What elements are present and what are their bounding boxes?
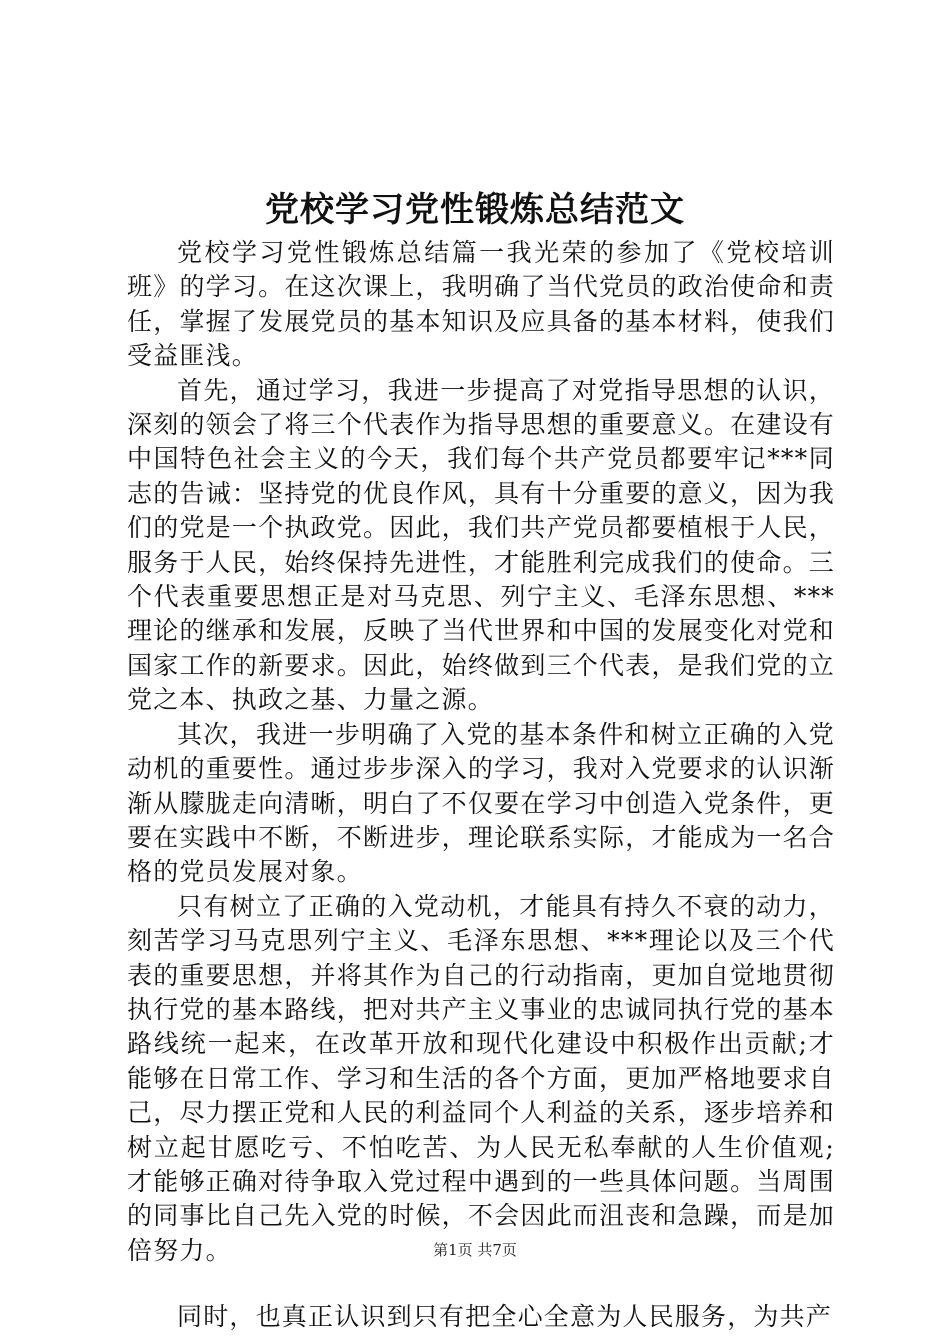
paragraph-4: 只有树立了正确的入党动机，才能具有持久不衰的动力，刻苦学习马克思列宁主义、毛泽东思想、***理论以及三个代表的重要思想，并将其作为自己的行动指南，更加自觉地贯彻执行党的基本路线，把对共产主义事业的忠诚同执行党的基本路线统一起来，在改革开放和现代化建设中积极作出贡献;才能够在日常工作、学习和生活的各个方面，更加严格地要求自己，尽力摆正党和人民的利益同个人利益的关系，逐步培养和树立起甘愿吃亏、不怕吃苦、为人民无私奉献的人生价值观;才能够正确对待争取入党过程中遇到的一些具体问题。当周围的同事比自己先入党的时候，不会因此而沮丧和急躁，而是加倍努力。 [127, 891, 835, 1265]
document-body [127, 236, 835, 1335]
paragraph-1: 党校学习党性锻炼总结篇一我光荣的参加了《党校培训班》的学习。在这次课上，我明确了当代党员的政治使命和责任，掌握了发展党员的基本知识及应具备的基本材料，使我们受益匪浅。 [127, 238, 835, 371]
paragraph-5: 同时，也真正认识到只有把全心全意为人民服务，为共产 [177, 1302, 833, 1332]
paragraph-3: 其次，我进一步明确了入党的基本条件和树立正确的入党动机的重要性。通过步步深入的学习，我对入党要求的认识渐渐从朦胧走向清晰，明白了不仅要在学习中创造入党条件，更要在实践中不断，不断进步，理论联系实际，才能成为一名合格的党员发展对象。 [127, 719, 835, 887]
document-title: 党校学习党性锻炼总结范文 [265, 190, 685, 230]
page-number-footer: 第1页 共7页 [433, 1241, 517, 1259]
paragraph-2: 首先，通过学习，我进一步提高了对党指导思想的认识，深刻的领会了将三个代表作为指导思想的重要意义。在建设有中国特色社会主义的今天，我们每个共产党员都要牢记***同志的告诫：坚持党的优良作风，具有十分重要的意义，因为我们的党是一个执政党。因此，我们共产党员都要植根于人民，服务于人民，始终保持先进性，才能胜利完成我们的使命。三个代表重要思想正是对马克思、列宁主义、毛泽东思想、***理论的继承和发展，反映了当代世界和中国的发展变化对党和国家工作的新要求。因此，始终做到三个代表，是我们党的立党之本、执政之基、力量之源。 [127, 375, 835, 715]
